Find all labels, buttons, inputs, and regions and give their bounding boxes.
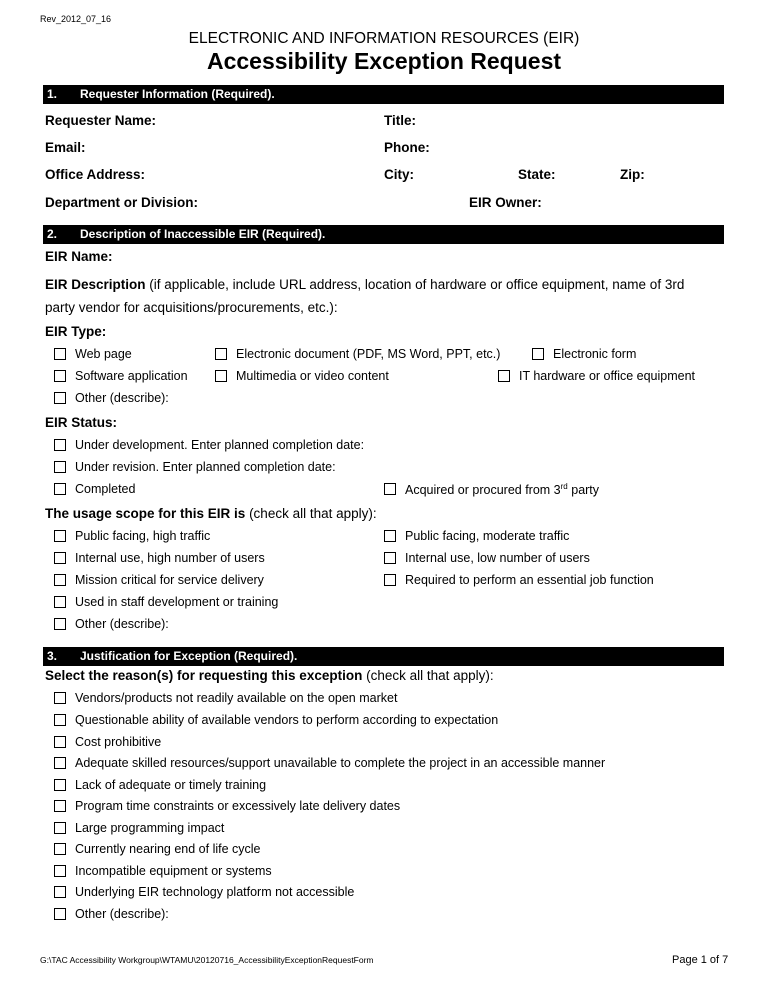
reason-label-vendors: Vendors/products not readily available on the open market (75, 691, 398, 705)
eir-type-other-checkbox[interactable] (54, 392, 66, 404)
internal-low-label: Internal use, low number of users (405, 551, 590, 565)
reason-label-incompatible: Incompatible equipment or systems (75, 864, 272, 878)
electronic-form-checkbox[interactable] (532, 348, 544, 360)
reason-checkbox-programming[interactable] (54, 822, 66, 834)
section-3-number: 3. (47, 649, 58, 663)
acquired-label (405, 482, 599, 497)
acquired-checkbox[interactable] (384, 483, 396, 495)
acquired-label-prefix: Acquired or procured from 3 (405, 483, 561, 498)
staff-development-checkbox[interactable] (54, 596, 66, 608)
reason-checkbox-time[interactable] (54, 800, 66, 812)
under-revision-label: Under revision. Enter planned completion date: (75, 460, 336, 474)
usage-scope-label: The usage scope for this EIR is (45, 506, 246, 521)
essential-job-checkbox[interactable] (384, 574, 396, 586)
multimedia-label: Multimedia or video content (236, 369, 389, 383)
acquired-label-suffix: party (567, 483, 600, 498)
completed-checkbox[interactable] (54, 483, 66, 495)
web-page-checkbox[interactable] (54, 348, 66, 360)
under-development-label: Under development. Enter planned completion date: (75, 438, 365, 452)
reason-checkbox-incompatible[interactable] (54, 865, 66, 877)
it-hardware-checkbox[interactable] (498, 370, 510, 382)
section-3-header (43, 647, 724, 666)
usage-other-label: Other (describe): (75, 617, 169, 631)
document-title: Accessibility Exception Request (206, 48, 562, 74)
eir-description-hint-2: party vendor for acquisitions/procurements, etc.): (45, 300, 338, 315)
reason-checkbox-cost[interactable] (54, 736, 66, 748)
web-page-label: Web page (75, 347, 132, 361)
multimedia-checkbox[interactable] (215, 370, 227, 382)
city-label: City: (384, 167, 414, 182)
reason-label-programming: Large programming impact (75, 821, 225, 835)
department-label: Department or Division: (45, 195, 199, 210)
usage-scope-heading (45, 506, 377, 521)
public-moderate-checkbox[interactable] (384, 530, 396, 542)
eir-name-label: EIR Name: (45, 249, 113, 264)
internal-low-checkbox[interactable] (384, 552, 396, 564)
internal-high-checkbox[interactable] (54, 552, 66, 564)
reasons-hint: (check all that apply): (362, 668, 494, 683)
public-high-checkbox[interactable] (54, 530, 66, 542)
it-hardware-label: IT hardware or office equipment (519, 369, 696, 383)
reason-checkbox-other[interactable] (54, 908, 66, 920)
reason-label-end-of-life: Currently nearing end of life cycle (75, 842, 261, 856)
reason-checkbox-training[interactable] (54, 779, 66, 791)
section-2-header (43, 225, 724, 244)
reason-label-resources: Adequate skilled resources/support unavailable to complete the project in an accessible manner (75, 756, 606, 770)
reason-label-platform: Underlying EIR technology platform not accessible (75, 885, 355, 899)
reason-checkbox-end-of-life[interactable] (54, 843, 66, 855)
software-application-label: Software application (75, 369, 188, 383)
eir-type-label: EIR Type: (45, 324, 107, 339)
footer-page-number: Page 1 of 7 (672, 954, 729, 966)
eir-description-label: EIR Description (45, 277, 146, 292)
electronic-document-checkbox[interactable] (215, 348, 227, 360)
reasons-heading (45, 668, 494, 683)
usage-scope-hint: (check all that apply): (245, 506, 377, 521)
title-label: Title: (384, 113, 417, 128)
section-2-number: 2. (47, 227, 58, 241)
reason-label-cost: Cost prohibitive (75, 735, 162, 749)
section-2-title: Description of Inaccessible EIR (Required). (80, 227, 326, 241)
section-3-title: Justification for Exception (Required). (80, 649, 298, 663)
electronic-form-label: Electronic form (553, 347, 637, 361)
mission-critical-checkbox[interactable] (54, 574, 66, 586)
section-1-header (43, 85, 724, 104)
staff-development-label: Used in staff development or training (75, 595, 279, 609)
eir-description-line-1 (45, 277, 684, 292)
section-1-number: 1. (47, 87, 58, 101)
eir-type-other-label: Other (describe): (75, 391, 169, 405)
essential-job-label: Required to perform an essential job function (405, 573, 654, 587)
state-label: State: (518, 167, 556, 182)
requester-name-label: Requester Name: (45, 113, 157, 128)
office-address-label: Office Address: (45, 167, 146, 182)
reasons-label: Select the reason(s) for requesting this exception (45, 668, 363, 683)
reason-label-time: Program time constraints or excessively late delivery dates (75, 799, 401, 813)
zip-label: Zip: (620, 167, 645, 182)
usage-other-checkbox[interactable] (54, 618, 66, 630)
electronic-document-label: Electronic document (PDF, MS Word, PPT, etc.) (236, 347, 501, 361)
reason-label-other: Other (describe): (75, 907, 169, 921)
acquired-label-sup: rd (560, 482, 568, 491)
reason-checkbox-vendors[interactable] (54, 692, 66, 704)
public-moderate-label: Public facing, moderate traffic (405, 529, 570, 543)
mission-critical-label: Mission critical for service delivery (75, 573, 264, 587)
reason-checkbox-platform[interactable] (54, 886, 66, 898)
under-development-checkbox[interactable] (54, 439, 66, 451)
footer-file-path: G:\TAC Accessibility Workgroup\WTAMU\20120716_AccessibilityExceptionRequestForm (40, 955, 374, 965)
email-label: Email: (45, 140, 86, 155)
reason-checkbox-resources[interactable] (54, 757, 66, 769)
completed-label: Completed (75, 482, 136, 496)
public-high-label: Public facing, high traffic (75, 529, 211, 543)
revision-label: Rev_2012_07_16 (40, 14, 112, 24)
reason-label-questionable: Questionable ability of available vendors to perform according to expectation (75, 713, 499, 727)
reason-label-training: Lack of adequate or timely training (75, 778, 267, 792)
eir-description-hint-1: (if applicable, include URL address, location of hardware or office equipment, name of 3rd (145, 277, 685, 292)
eir-owner-label: EIR Owner: (469, 195, 542, 210)
reason-checkbox-questionable[interactable] (54, 714, 66, 726)
phone-label: Phone: (384, 140, 430, 155)
eir-status-label: EIR Status: (45, 415, 118, 430)
section-1-title: Requester Information (Required). (80, 87, 275, 101)
internal-high-label: Internal use, high number of users (75, 551, 265, 565)
document-subtitle: ELECTRONIC AND INFORMATION RESOURCES (EIR) (188, 30, 580, 47)
under-revision-checkbox[interactable] (54, 461, 66, 473)
software-application-checkbox[interactable] (54, 370, 66, 382)
